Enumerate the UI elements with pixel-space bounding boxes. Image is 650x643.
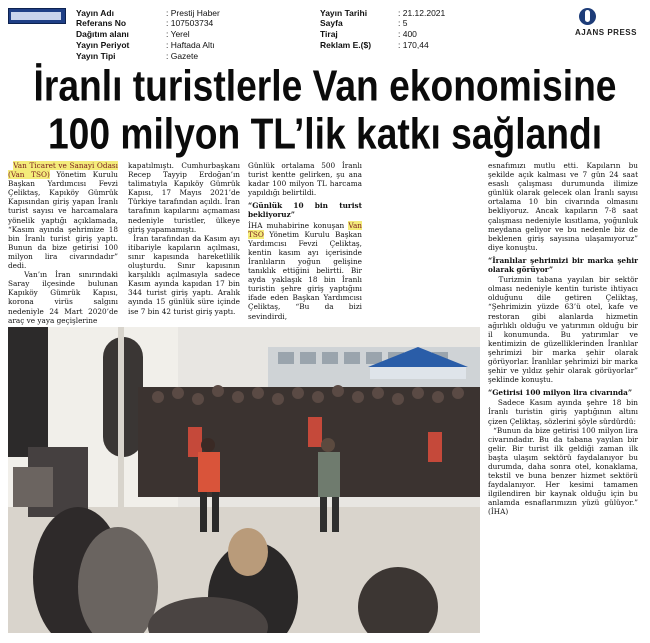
newspaper-logo bbox=[8, 8, 66, 24]
meta-row bbox=[76, 40, 215, 50]
highlighted-org-name: Van Ticaret ve Sanayi Odası (Van TSO) bbox=[8, 161, 118, 180]
paragraph bbox=[128, 234, 240, 316]
paragraph bbox=[488, 426, 638, 517]
meta-value: : 107503734 bbox=[166, 18, 214, 28]
meta-value: : 21.12.2021 bbox=[398, 8, 446, 18]
meta-value: : Gazete bbox=[166, 51, 199, 61]
subheading: “Getirisi 100 milyon lira civarında” bbox=[488, 388, 633, 398]
paragraph-text: Turizmin tabana yayılan bir sektör olması nedeniyle kentin turiste ihtiyacı olduğunu dile getiren Çeliktaş, “Şehrimizin yüzde 63’ü otel, kafe ve restoran gibi alanlarda hizmetin ağırlıklı olduğu ve yatırımın olduğu bir il konumunda. Bu yatırımlar ve kentimizin de güzelliklerinden İranlılar şehrimizi bir marka şehir olarak görüyorlar. İranlılar şehrimizi bir marka şehir ve yıldız şehir olarak görüyorlar” şeklinde konuştu. bbox=[488, 275, 638, 385]
paragraph bbox=[8, 270, 118, 325]
meta-label: Referans No bbox=[76, 18, 127, 28]
agency-name: AJANS PRESS bbox=[575, 28, 637, 37]
meta-label: Yayın Periyot bbox=[76, 40, 130, 50]
meta-value: : Prestij Haber bbox=[166, 8, 220, 18]
paragraph bbox=[488, 275, 638, 384]
meta-row bbox=[76, 29, 190, 39]
meta-label: Tiraj bbox=[320, 29, 338, 39]
paragraph bbox=[248, 161, 362, 197]
crowd-dancing-photo bbox=[8, 327, 480, 633]
meta-row bbox=[76, 18, 213, 28]
meta-label: Yayın Tipi bbox=[76, 51, 116, 61]
subheading: “Günlük 10 bin turist bekliyoruz” bbox=[248, 201, 362, 220]
meta-label: Dağıtım alanı bbox=[76, 29, 129, 39]
paragraph-text: “Bunun da bize getirisi 100 milyon lira civarındadır. Bu da tabana yayılan bir gelir. Bir turist ilk geldiği zaman ilk başta ulaşım sektörü faydalanıyor bu durumda, daha sonra otel, konaklama, tekstil ve buna benzer hizmet sektörü faydalanıyor. Her kesimi tamamen ilgilendiren bir kaynak olduğu için bu anlamda esnaflarımızın yüzü gülüyor.” (İHA) bbox=[488, 425, 639, 517]
meta-row bbox=[320, 40, 429, 50]
paragraph-text: Sadece Kasım ayında şehre 18 bin İranlı turistin giriş yaptığının altını çizen Çeliktaş, sözlerini şöyle sürdürdü: bbox=[488, 398, 638, 426]
paragraph-text: Günlük ortalama 500 İranlı turist kentte gelirken, şu ana kadar 100 milyon TL harcama yapıldığı belirtildi. bbox=[248, 161, 362, 198]
meta-label: Yayın Adı bbox=[76, 8, 114, 18]
meta-label: Reklam E.($) bbox=[320, 40, 372, 50]
paragraph bbox=[488, 161, 638, 252]
meta-row bbox=[76, 8, 220, 18]
meta-row bbox=[76, 51, 198, 61]
meta-value: : Haftada Altı bbox=[166, 40, 215, 50]
meta-value: : 170,44 bbox=[398, 40, 429, 50]
meta-label: Sayfa bbox=[320, 18, 343, 28]
paragraph bbox=[248, 221, 362, 321]
highlighted-org-name: Van TSO bbox=[248, 220, 362, 239]
subheading: “İranlılar şehrimizi bir marka şehir olarak görüyor” bbox=[488, 255, 638, 275]
meta-row bbox=[320, 8, 445, 18]
paragraph-text: Yönetim Kurulu Başkan Yardımcısı Fevzi Çeliktaş, Kapıköy Gümrük Kapısından giriş yapan İranlı turist sayısı ve harcamalara yönelik yaptığı açıklamada, “Kasım ayında şehrimize 18 bin İranlı turist giriş yaptı. Bunun da bize getirisi 100 milyon lira civarındadır” dedi. bbox=[8, 170, 118, 271]
clipping-metadata-header bbox=[0, 0, 650, 64]
headline-line-1: İranlı turistlerle Van ekonomisine bbox=[33, 62, 617, 111]
article-column-4 bbox=[488, 161, 638, 517]
meta-row bbox=[320, 29, 417, 39]
paragraph-text: esnafımızı mutlu etti. Kapıların bu şekilde açık kalması ve 7 gün 24 saat esaslı çalışması durumunda ilimize günlük olarak gelecek olan İranlı sayısı ortalama 10 bin civarında olmasını bekliyoruz. Ancak kapıların 7-8 saat çalışması nedeniyle kısıtlama, yoğunluk meydana geliyor ve bu nedenle biz de beklenen giriş sayısına ulaşamıyoruz” diye konuştu. bbox=[488, 161, 638, 252]
paragraph-text: kapatılmıştı. Cumhurbaşkanı Recep Tayyip Erdoğan’ın talimatıyla Kapıköy Gümrük Kapısı, 17 Mayıs 2021’de Türkiye tarafından açıldı. İran tarafının kapılarını açmaması nedeniyle turistler, ülkeye giriş yapamamıştı. bbox=[128, 161, 240, 234]
paragraph-text: Van’ın İran sınırındaki Saray ilçesinde bulunan Kapıköy Gümrük Kapısı, korona virüs salgını nedeniyle 24 Mart 2020’de araç ve yaya geçişlerine bbox=[8, 270, 118, 325]
paragraph-text: Yönetim Kurulu Başkan Yardımcısı Fevzi Çeliktaş, kentin kasım ayı içerisinde İranlıların yoğun gelişine tanıklık ettiğini belirtti. Bir ayda yaklaşık 18 bin İranlı turistin şehre giriş yaptığını ifade eden Başkan Yardımcısı Çeliktaş, “Bu da bizi sevindirdi, bbox=[248, 229, 362, 321]
meta-value: : Yerel bbox=[166, 29, 190, 39]
meta-value: : 5 bbox=[398, 18, 408, 28]
meta-row bbox=[320, 18, 407, 28]
paragraph bbox=[128, 161, 240, 234]
meta-value: : 400 bbox=[398, 29, 417, 39]
meta-label: Yayın Tarihi bbox=[320, 8, 368, 18]
ajans-press-icon bbox=[579, 8, 596, 25]
paragraph-text: İran tarafından da Kasım ayı itibariyle kapıların açılması, sınır kapısında hareketlilik oluşturdu. Sınır kapısının karşılıklı açılmasıyla sadece Kasım ayında kapıdan 17 bin 344 turist giriş yaptı. Aralık ayında 15 günlük süre içinde ise 7 bin 42 turist giriş yaptı. bbox=[128, 233, 240, 316]
article-column-2 bbox=[128, 161, 240, 316]
paragraph bbox=[8, 161, 118, 270]
paragraph bbox=[488, 398, 638, 425]
article-column-3 bbox=[248, 161, 362, 321]
paragraph-text: İHA muhabirine konuşan bbox=[248, 220, 349, 230]
article-column-1 bbox=[8, 161, 118, 325]
headline-line-2: 100 milyon TL’lik katkı sağlandı bbox=[47, 110, 603, 159]
photo-illustration bbox=[8, 327, 480, 633]
